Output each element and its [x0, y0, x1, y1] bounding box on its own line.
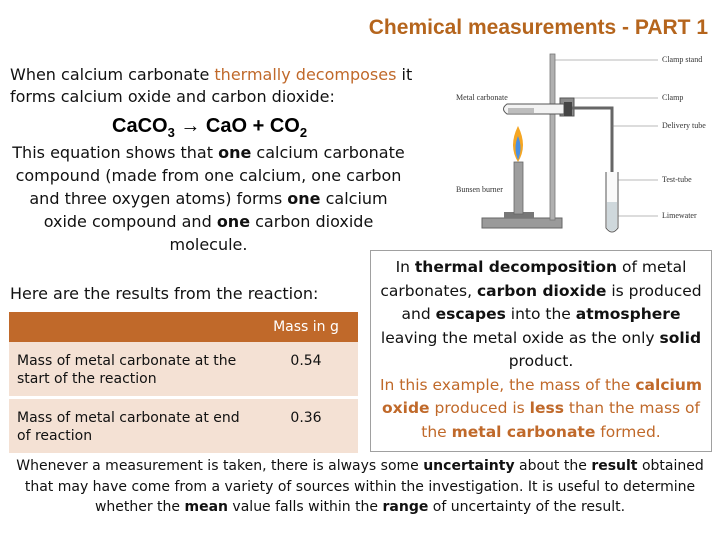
label-metal-carbonate — [456, 93, 508, 102]
equation-products: CaO + CO — [200, 115, 300, 137]
equation-reactant: CaCO — [112, 115, 168, 137]
bunsen-barrel — [514, 162, 523, 214]
intro-text — [10, 64, 420, 108]
footer-d: result — [591, 458, 638, 474]
info-l2b: calcium oxide — [382, 375, 703, 417]
equation-explanation — [6, 141, 411, 256]
equation-reactant-subscript: 3 — [167, 125, 175, 140]
label-test-tube: Test-tube — [662, 175, 692, 184]
table-row — [9, 342, 358, 398]
table-header-mass: Mass in g — [254, 312, 358, 342]
explain-b: one — [218, 143, 252, 162]
info-l2f: metal carbonate — [451, 422, 596, 441]
footer-f: mean — [184, 499, 228, 515]
info-l1g: into the — [505, 305, 576, 323]
info-l2g: formed. — [595, 422, 661, 441]
page-title: Chemical measurements - PART 1 — [368, 16, 708, 39]
table-header-blank — [9, 312, 254, 342]
info-box — [370, 250, 712, 452]
info-l1b: thermal decomposition — [414, 258, 618, 276]
equation-product-subscript: 2 — [299, 125, 308, 140]
footer-i: of uncertainty of the result. — [428, 499, 626, 515]
intro-part3: it forms calcium oxide and carbon dioxide: — [10, 65, 413, 106]
explain-d: one — [287, 189, 321, 208]
table-header-row — [9, 312, 358, 342]
explain-c: calcium carbonate compound (made from one calcium, one carbon and three oxygen atoms) forms — [15, 143, 405, 208]
info-l1i: leaving the metal oxide as the only — [380, 328, 660, 347]
info-l1k: product. — [508, 352, 574, 370]
info-l2a: In this example, the mass of the — [379, 375, 636, 394]
metal-carbonate-sample — [508, 108, 534, 113]
equation-arrow: → — [180, 115, 201, 137]
intro-part1: When calcium carbonate — [10, 65, 215, 84]
label-metal-carbonate-text: Metal carbonate — [456, 93, 508, 102]
label-clamp: Clamp — [662, 93, 684, 102]
info-l2e: than the mass of the — [421, 399, 700, 441]
table-row — [9, 398, 358, 455]
table-cell-value: 0.36 — [254, 398, 358, 455]
results-table — [9, 312, 358, 456]
limewater-liquid — [607, 202, 617, 231]
table-cell-label: Mass of metal carbonate at the start of the reaction — [9, 342, 254, 398]
results-label: Here are the results from the reaction: — [10, 284, 319, 303]
explain-g: carbon dioxide molecule. — [169, 212, 374, 254]
footer-c: about the — [514, 458, 592, 474]
footer-e: obtained that may have come from a variety of sources within the investigation. It is useful to determine whether the — [24, 458, 704, 515]
stopper — [564, 102, 572, 116]
info-l1e: is produced and — [401, 281, 702, 323]
label-clamp-stand: Clamp stand — [662, 55, 703, 64]
info-l1h: atmosphere — [575, 305, 681, 323]
footer-h: range — [382, 499, 429, 515]
explain-e: calcium oxide compound and — [43, 189, 388, 231]
table-cell-label: Mass of metal carbonate at end of reaction — [9, 398, 254, 455]
info-l1d: carbon dioxide — [476, 281, 607, 300]
explain-f: one — [216, 212, 251, 231]
footer-a: Whenever a measurement is taken, there is always some — [16, 458, 424, 474]
info-l1a: In — [395, 258, 415, 276]
explain-a: This equation shows that — [12, 143, 219, 162]
intro-highlight: thermally decomposes — [214, 65, 397, 84]
info-l2d: less — [529, 399, 564, 417]
footer-b: uncertainty — [423, 458, 515, 474]
label-limewater: Limewater — [662, 211, 697, 220]
apparatus-diagram — [452, 42, 714, 242]
info-l1f: escapes — [435, 305, 506, 323]
info-l2c: produced is — [429, 399, 530, 417]
info-l1j: solid — [659, 328, 702, 347]
info-line2 — [380, 376, 702, 441]
info-l1c: of metal carbonates, — [380, 258, 687, 300]
label-delivery-tube: Delivery tube — [662, 121, 706, 130]
table-cell-value: 0.54 — [254, 342, 358, 398]
footer-text — [6, 456, 714, 518]
footer-g: value falls within the — [227, 499, 383, 515]
label-bunsen-burner: Bunsen burner — [456, 185, 503, 194]
chemical-equation — [112, 115, 307, 140]
stand-rod — [550, 54, 555, 220]
